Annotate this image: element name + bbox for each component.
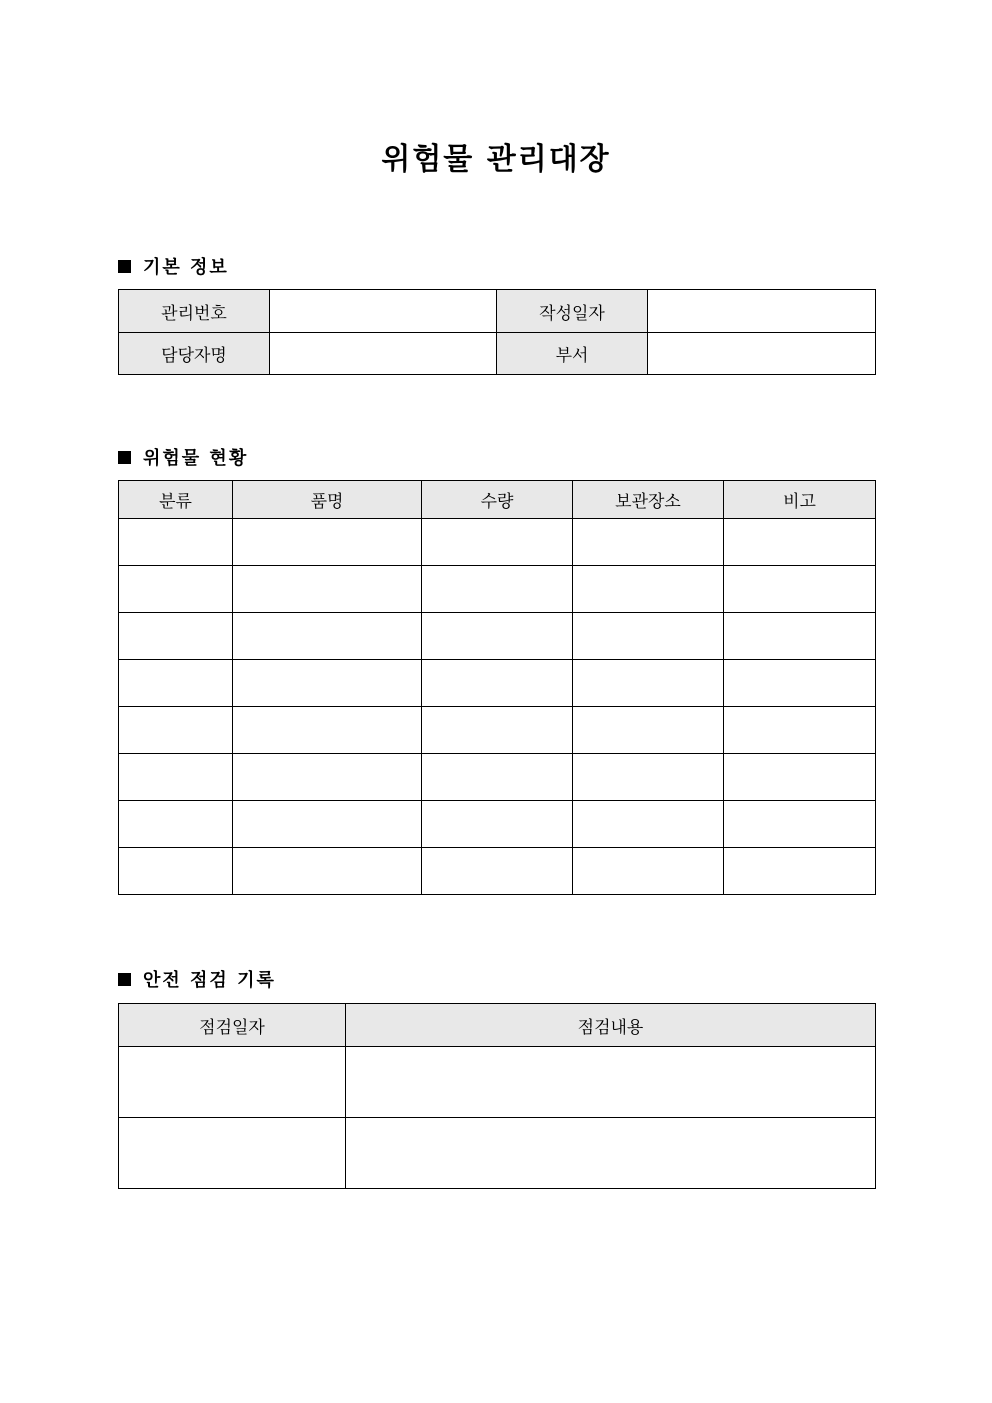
table-cell[interactable] [119,707,233,754]
basic-info-table [118,289,876,375]
table-cell[interactable] [119,848,233,895]
table-cell[interactable] [724,754,876,801]
page-title: 위험물 관리대장 [381,142,611,177]
table-cell[interactable] [233,566,422,613]
table-cell[interactable] [422,613,573,660]
table-cell[interactable] [233,801,422,848]
table-cell[interactable] [422,801,573,848]
section-title-inspection: 안전 점검 기록 [143,970,276,991]
column-header-inspection-content: 점검내용 [346,1004,876,1047]
table-row [119,801,876,848]
square-bullet-icon [118,260,131,273]
table-cell[interactable] [119,1118,346,1189]
table-cell[interactable] [422,660,573,707]
table-cell[interactable] [233,613,422,660]
table-cell[interactable] [573,848,724,895]
column-header-inspection-date: 점검일자 [119,1004,346,1047]
table-cell[interactable] [119,1047,346,1118]
table-row [119,333,876,375]
table-cell[interactable] [724,566,876,613]
hazard-status-table [118,480,876,895]
table-row [119,519,876,566]
table-cell[interactable] [573,754,724,801]
management-number-field[interactable] [270,290,497,333]
table-cell[interactable] [233,519,422,566]
table-cell[interactable] [573,566,724,613]
table-row [119,707,876,754]
manager-name-field[interactable] [270,333,497,375]
table-cell[interactable] [119,613,233,660]
table-row [119,848,876,895]
section-heading-basic [118,253,229,279]
table-cell[interactable] [724,801,876,848]
section-title-status: 위험물 현황 [143,448,249,469]
table-cell[interactable] [422,707,573,754]
table-cell[interactable] [422,566,573,613]
department-field[interactable] [648,333,876,375]
table-cell[interactable] [119,519,233,566]
table-header-row [119,481,876,519]
table-cell[interactable] [233,707,422,754]
table-row [119,613,876,660]
column-header-remarks: 비고 [724,481,876,519]
table-cell[interactable] [573,660,724,707]
table-cell[interactable] [724,519,876,566]
section-title-basic: 기본 정보 [143,257,229,278]
table-row [119,566,876,613]
table-cell[interactable] [233,754,422,801]
inspection-record-table [118,1003,876,1189]
table-cell[interactable] [422,519,573,566]
table-cell[interactable] [346,1047,876,1118]
table-cell[interactable] [573,707,724,754]
label-management-number: 관리번호 [119,290,270,333]
table-cell[interactable] [573,613,724,660]
square-bullet-icon [118,973,131,986]
table-cell[interactable] [233,848,422,895]
section-heading-inspection [118,966,276,992]
table-header-row [119,1004,876,1047]
table-cell[interactable] [573,519,724,566]
column-header-quantity: 수량 [422,481,573,519]
table-cell[interactable] [119,801,233,848]
column-header-category: 분류 [119,481,233,519]
table-row [119,1118,876,1189]
label-date-written: 작성일자 [497,290,648,333]
table-cell[interactable] [119,566,233,613]
table-cell[interactable] [119,660,233,707]
section-heading-status [118,444,248,470]
table-cell[interactable] [724,848,876,895]
label-manager-name: 담당자명 [119,333,270,375]
table-cell[interactable] [119,754,233,801]
table-row [119,754,876,801]
date-written-field[interactable] [648,290,876,333]
table-row [119,1047,876,1118]
table-cell[interactable] [724,660,876,707]
table-row [119,290,876,333]
column-header-item-name: 품명 [233,481,422,519]
label-department: 부서 [497,333,648,375]
table-row [119,660,876,707]
table-cell[interactable] [233,660,422,707]
table-cell[interactable] [422,754,573,801]
table-cell[interactable] [573,801,724,848]
table-cell[interactable] [422,848,573,895]
table-cell[interactable] [346,1118,876,1189]
table-cell[interactable] [724,613,876,660]
square-bullet-icon [118,451,131,464]
column-header-storage-location: 보관장소 [573,481,724,519]
table-cell[interactable] [724,707,876,754]
